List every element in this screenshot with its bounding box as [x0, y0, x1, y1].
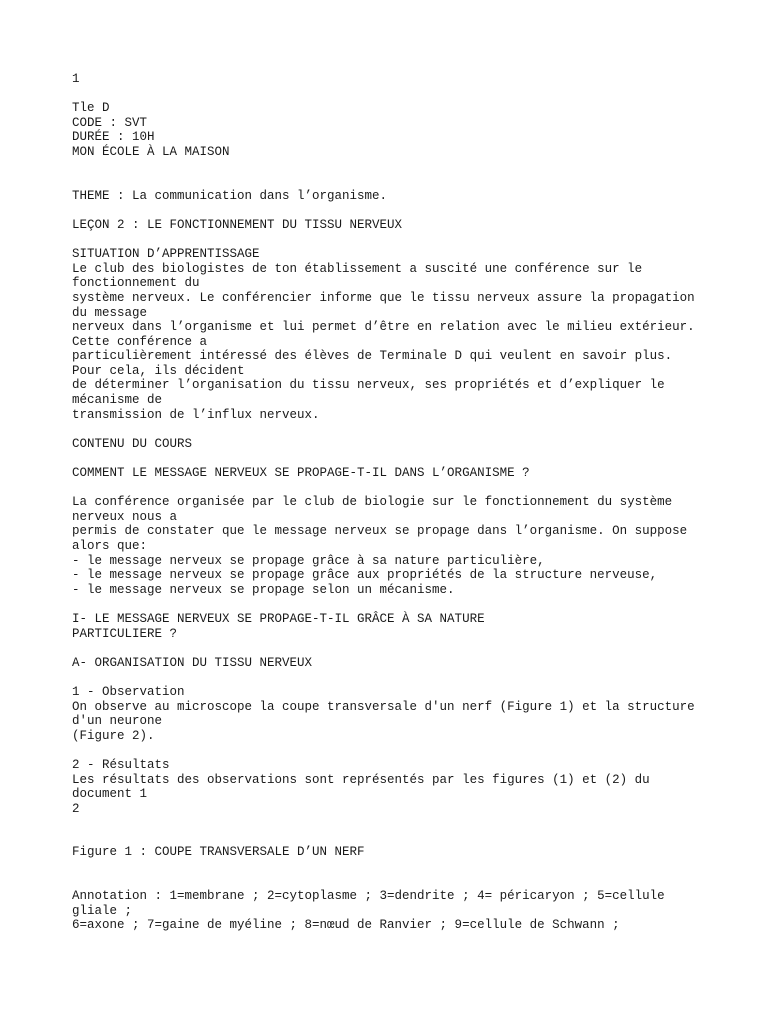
duration-label: DURÉE : 10H [72, 130, 155, 145]
paragraph-line: nerveux nous a [72, 509, 178, 524]
paragraph-line: du message [72, 305, 148, 320]
paragraph-line: permis de constater que le message nerveux se propage dans l’organisme. On suppose [72, 524, 688, 539]
paragraph-line: alors que: [72, 539, 148, 553]
code-label: CODE : SVT [72, 115, 148, 130]
main-question: COMMENT LE MESSAGE NERVEUX SE PROPAGE-T-IL DANS L’ORGANISME ? [72, 466, 530, 481]
section-heading-line: PARTICULIERE ? [72, 626, 178, 641]
results-block [72, 758, 712, 816]
paragraph-line: (Figure 2). [72, 728, 155, 743]
spacer [72, 816, 712, 831]
spacer [72, 481, 712, 496]
paragraph-line: de déterminer l’organisation du tissu nerveux, ses propriétés et d’expliquer le [72, 378, 665, 393]
hypothesis-item: - le message nerveux se propage selon un mécanisme. [72, 582, 455, 597]
learning-situation [72, 247, 712, 422]
spacer [72, 422, 712, 437]
spacer [72, 451, 712, 466]
paragraph-line: particulièrement intéressé des élèves de Terminale D qui veulent en savoir plus. [72, 349, 673, 364]
content-heading: CONTENU DU COURS [72, 436, 193, 451]
spacer [72, 160, 712, 175]
paragraph-line: Cette conférence a [72, 334, 208, 349]
spacer [72, 670, 712, 685]
paragraph-line: Les résultats des observations sont représentés par les figures (1) et (2) du [72, 772, 650, 787]
hypothesis-item: - le message nerveux se propage grâce aux propriétés de la structure nerveuse, [72, 568, 658, 583]
program-label: MON ÉCOLE À LA MAISON [72, 144, 230, 159]
paragraph-line: Le club des biologistes de ton établissement a suscité une conférence sur le [72, 261, 643, 276]
theme-line: THEME : La communication dans l’organisme. [72, 188, 388, 203]
paragraph-line: document 1 [72, 787, 148, 802]
spacer [72, 875, 712, 890]
intro-paragraph [72, 495, 712, 597]
paragraph-line: On observe au microscope la coupe transversale d'un nerf (Figure 1) et la structure [72, 699, 695, 714]
section-heading-line: I- LE MESSAGE NERVEUX SE PROPAGE-T-IL GRÂCE À SA NATURE [72, 611, 485, 626]
annotation-block [72, 889, 712, 933]
spacer [72, 233, 712, 248]
paragraph-line: nerveux dans l’organisme et lui permet d’être en relation avec le milieu extérieur. [72, 320, 695, 335]
section-1-heading [72, 612, 712, 641]
annotation-line: 6=axone ; 7=gaine de myéline ; 8=nœud de Ranvier ; 9=cellule de Schwann ; [72, 918, 620, 933]
annotation-line: Annotation : 1=membrane ; 2=cytoplasme ; 3=dendrite ; 4= péricaryon ; 5=cellule [72, 889, 665, 904]
page-number: 1 [72, 72, 80, 86]
document-page [72, 72, 712, 933]
situation-heading: SITUATION D’APPRENTISSAGE [72, 247, 260, 262]
paragraph-line: système nerveux. Le conférencier informe que le tissu nerveux assure la propagation [72, 290, 695, 305]
observation-block [72, 685, 712, 743]
results-heading: 2 - Résultats [72, 757, 170, 772]
spacer [72, 831, 712, 846]
paragraph-line: transmission de l’influx nerveux. [72, 407, 320, 422]
class-label: Tle D [72, 101, 110, 116]
annotation-line: gliale ; [72, 903, 133, 918]
spacer [72, 743, 712, 758]
page-number: 2 [72, 801, 80, 816]
section-a-heading: A- ORGANISATION DU TISSU NERVEUX [72, 655, 313, 670]
paragraph-line: La conférence organisée par le club de biologie sur le fonctionnement du système [72, 495, 673, 510]
lesson-title: LEÇON 2 : LE FONCTIONNEMENT DU TISSU NERVEUX [72, 217, 403, 232]
hypothesis-item: - le message nerveux se propage grâce à sa nature particulière, [72, 553, 545, 568]
paragraph-line: fonctionnement du [72, 276, 200, 291]
spacer [72, 87, 712, 102]
spacer [72, 174, 712, 189]
observation-heading: 1 - Observation [72, 684, 185, 699]
document-header [72, 101, 712, 159]
figure-1-caption: Figure 1 : COUPE TRANSVERSALE D’UN NERF [72, 845, 365, 860]
spacer [72, 641, 712, 656]
spacer [72, 860, 712, 875]
paragraph-line: mécanisme de [72, 393, 163, 408]
spacer [72, 597, 712, 612]
paragraph-line: d'un neurone [72, 714, 163, 729]
spacer [72, 203, 712, 218]
paragraph-line: Pour cela, ils décident [72, 363, 245, 378]
